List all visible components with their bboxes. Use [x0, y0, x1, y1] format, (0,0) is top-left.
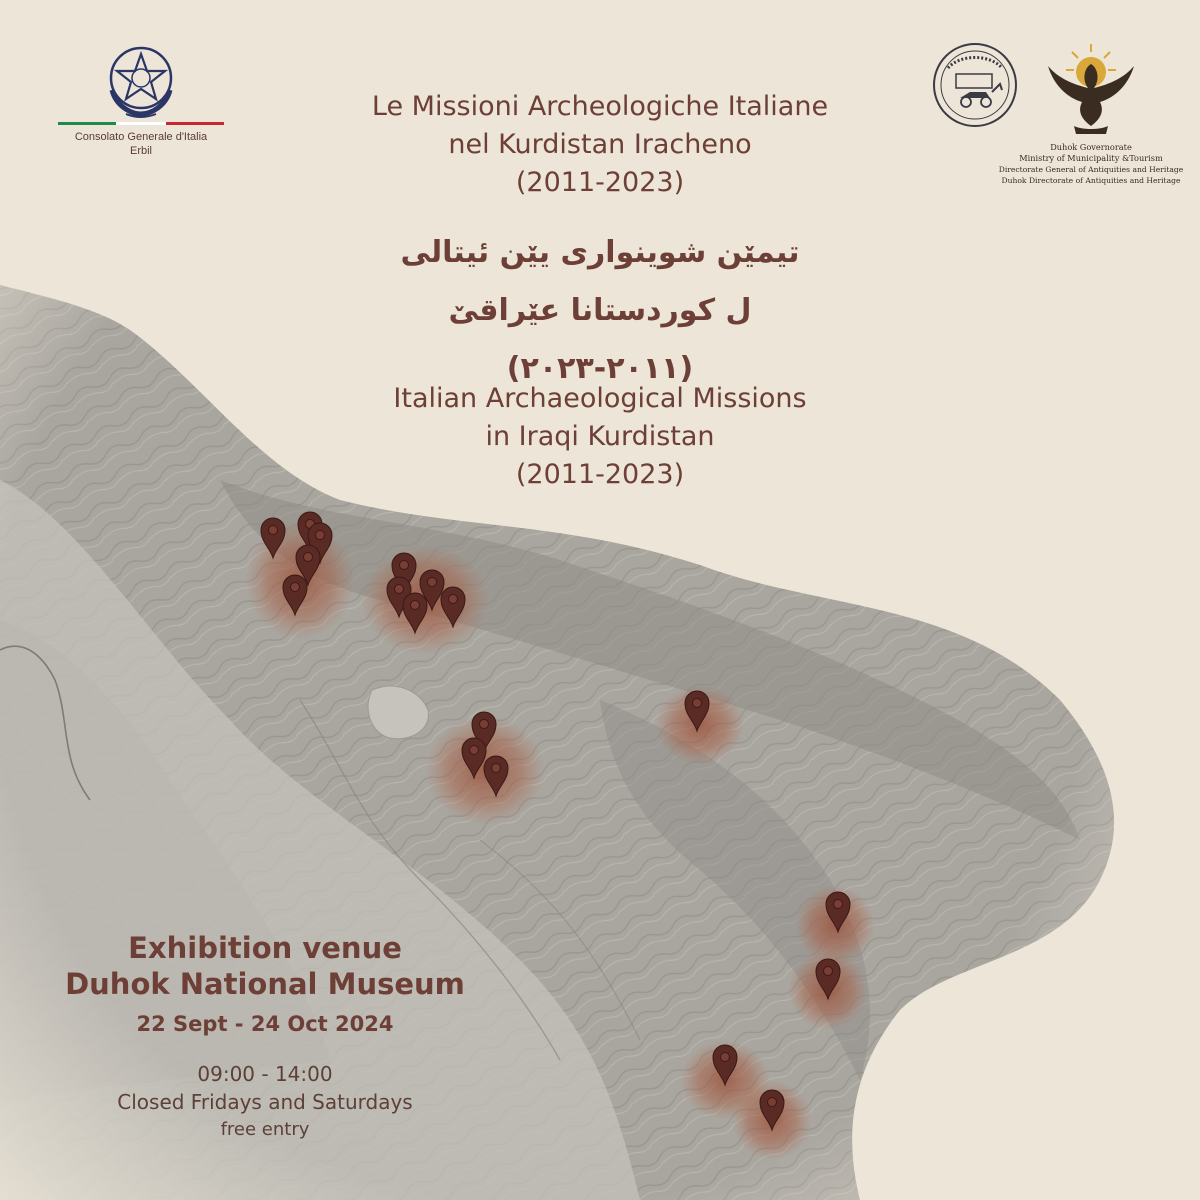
kurdish-title-line-1: تیمێن شوینواری یێن ئیتالی: [400, 235, 800, 270]
english-title-line-2: in Iraqi Kurdistan: [485, 421, 715, 452]
kurdistan-eagle-icon: [1036, 38, 1146, 138]
consulate-logo: [58, 40, 224, 158]
kurdish-title-line-2: ل کوردستانا عێراقێ: [448, 293, 752, 328]
english-title-years: (2011-2023): [515, 459, 685, 490]
duhok-governorate-line: Duhok Governorate: [1050, 142, 1132, 152]
italian-flag-line: [58, 122, 224, 125]
kurdish-title-years: (٢٠١١-٢٠٢٣): [506, 351, 694, 386]
duhok-directorate-general-line: Directorate General of Antiquities and Heritage: [998, 165, 1184, 174]
exhibition-dates: 22 Sept - 24 Oct 2024: [136, 1012, 394, 1036]
closed-days: Closed Fridays and Saturdays: [117, 1090, 413, 1114]
opening-hours: 09:00 - 14:00: [197, 1062, 333, 1086]
italian-title: [300, 88, 900, 202]
duhok-directorate-line: Duhok Directorate of Antiquities and Heritage: [1001, 176, 1181, 185]
english-title: [300, 380, 900, 494]
duhok-ministry-line: Ministry of Municipality &Tourism: [1019, 153, 1163, 163]
entry-info: free entry: [220, 1119, 310, 1140]
italian-title-years: (2011-2023): [515, 167, 685, 198]
english-title-line-1: Italian Archaeological Missions: [393, 383, 807, 414]
venue-label: Exhibition venue: [128, 931, 402, 965]
consulate-city: Erbil: [129, 145, 152, 157]
duhok-governorate-logo: [996, 38, 1186, 186]
museum-name: Duhok National Museum: [65, 967, 465, 1001]
italian-emblem-icon: [96, 40, 186, 120]
venue-heading: [30, 930, 500, 1002]
kurdish-title: [300, 224, 900, 398]
consulate-name: Consolato Generale d'Italia: [74, 131, 208, 143]
italian-title-line-2: nel Kurdistan Iracheno: [448, 129, 752, 160]
italian-title-line-1: Le Missioni Archeologiche Italiane: [371, 91, 829, 122]
opening-info: [30, 1060, 500, 1144]
